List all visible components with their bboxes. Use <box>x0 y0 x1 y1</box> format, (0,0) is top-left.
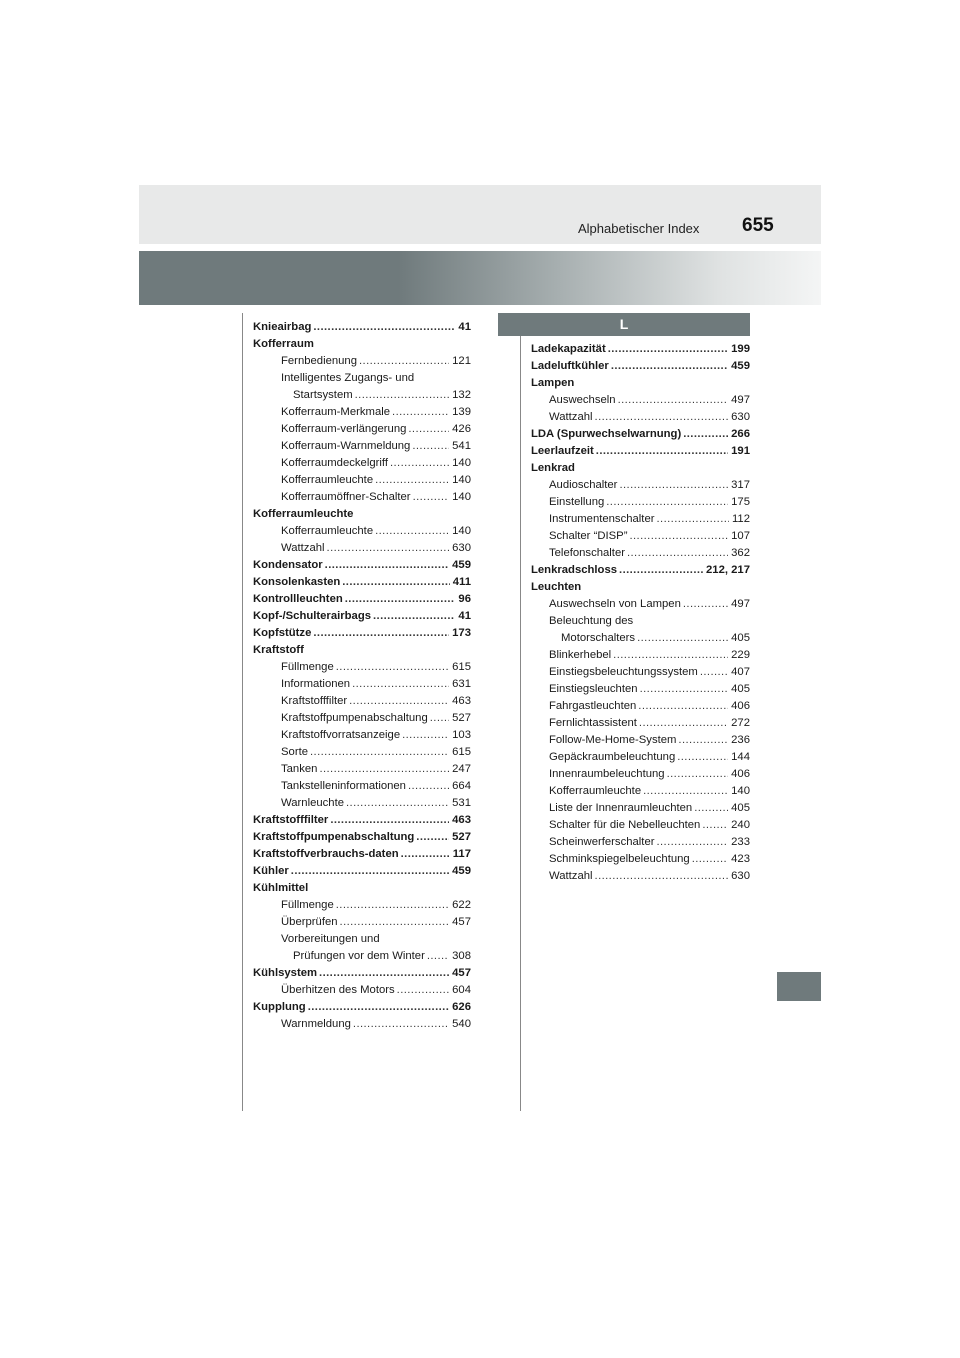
entry-label: Überhitzen des Motors <box>281 984 395 996</box>
leader-dots <box>392 404 449 421</box>
index-entry <box>531 375 750 392</box>
leader-dots <box>638 698 728 715</box>
entry-page-number: 140 <box>452 474 471 486</box>
index-entry <box>253 591 471 608</box>
index-entry <box>531 358 750 375</box>
index-subentry <box>253 404 471 421</box>
leader-dots <box>629 528 728 545</box>
entry-label: Kopf-/Schulterairbags <box>253 610 372 622</box>
index-entry <box>253 965 471 982</box>
index-subentry <box>253 710 471 727</box>
entry-label: Lenkrad <box>531 462 575 474</box>
entry-page-number: 362 <box>731 547 750 559</box>
leader-dots <box>408 778 449 795</box>
entry-page-number: 233 <box>731 836 750 848</box>
index-subentry <box>253 727 471 744</box>
entry-label: Startsystem <box>293 389 353 401</box>
index-subentry <box>253 353 471 370</box>
entry-label: Kofferraum <box>253 338 314 350</box>
index-subentry <box>531 749 750 766</box>
leader-dots <box>349 693 449 710</box>
entry-page-number: 140 <box>731 785 750 797</box>
entry-label: Follow-Me-Home-System <box>549 734 677 746</box>
index-subentry <box>531 868 750 885</box>
entry-label: Kraftstofffilter <box>281 695 348 707</box>
entry-label: Kofferraumleuchte <box>281 525 374 537</box>
leader-dots <box>375 523 449 540</box>
entry-label: Ladeluftkühler <box>531 360 609 372</box>
leader-dots <box>355 387 450 404</box>
index-entry <box>253 999 471 1016</box>
entry-page-number: 140 <box>452 491 471 503</box>
entry-label: Intelligentes Zugangs- und <box>281 372 415 384</box>
entry-label: Instrumentenschalter <box>549 513 655 525</box>
leader-dots <box>678 732 728 749</box>
entry-label: Sorte <box>281 746 309 758</box>
entry-label: Kraftstoff <box>253 644 304 656</box>
entry-label: Kraftstofffilter <box>253 814 329 826</box>
entry-page-number: 463 <box>452 695 471 707</box>
entry-page-number: 540 <box>452 1018 471 1030</box>
entry-label: Kühlmittel <box>253 882 309 894</box>
entry-page-number: 229 <box>731 649 750 661</box>
entry-page-number: 272 <box>731 717 750 729</box>
entry-page-number: 240 <box>731 819 750 831</box>
entry-page-number: 426 <box>452 423 471 435</box>
entry-label: Warnleuchte <box>281 797 344 809</box>
entry-page-number: 121 <box>452 355 471 367</box>
leader-dots <box>319 965 449 982</box>
index-entry <box>253 319 471 336</box>
leader-dots <box>596 443 728 460</box>
entry-page-number: 405 <box>731 683 750 695</box>
entry-label: Überprüfen <box>281 916 338 928</box>
entry-page-number: 112 <box>731 513 750 525</box>
entry-label: Kraftstoffvorratsanzeige <box>281 729 401 741</box>
entry-label: Vorbereitungen und <box>281 933 380 945</box>
entry-label: Tanken <box>281 763 318 775</box>
leader-dots <box>656 834 728 851</box>
entry-label: Füllmenge <box>281 661 334 673</box>
index-entry <box>531 579 750 596</box>
entry-label: Kühlsystem <box>253 967 318 979</box>
leader-dots <box>340 914 450 931</box>
leader-dots <box>413 489 450 506</box>
index-subentry <box>531 494 750 511</box>
leader-dots <box>702 817 728 834</box>
entry-page-number: 527 <box>452 831 471 843</box>
leader-dots <box>402 727 449 744</box>
leader-dots <box>619 562 703 579</box>
index-subentry <box>531 698 750 715</box>
leader-dots <box>308 999 449 1016</box>
index-subentry <box>253 387 471 404</box>
entry-label: LDA (Spurwechselwarnung) <box>531 428 682 440</box>
entry-label: Audioschalter <box>549 479 618 491</box>
index-subentry <box>253 421 471 438</box>
leader-dots <box>677 749 728 766</box>
index-entry <box>531 562 750 579</box>
leader-dots <box>643 783 728 800</box>
entry-page-number: 103 <box>452 729 471 741</box>
entry-page-number: 615 <box>452 661 471 673</box>
entry-label: Wattzahl <box>549 411 593 423</box>
leader-dots <box>401 846 450 863</box>
entry-label: Blinkerhebel <box>549 649 612 661</box>
leader-dots <box>325 557 449 574</box>
entry-label: Kofferraumdeckelgriff <box>281 457 388 469</box>
entry-page-number: 527 <box>452 712 471 724</box>
index-entry <box>253 336 471 353</box>
index-subentry <box>531 528 750 545</box>
entry-label: Leuchten <box>531 581 582 593</box>
leader-dots <box>291 863 449 880</box>
leader-dots <box>700 664 728 681</box>
leader-dots <box>336 659 449 676</box>
index-subentry <box>531 834 750 851</box>
leader-dots <box>637 630 728 647</box>
index-subentry <box>531 851 750 868</box>
index-subentry <box>531 647 750 664</box>
entry-label: Ladekapazität <box>531 343 606 355</box>
entry-page-number: 497 <box>731 394 750 406</box>
entry-page-number: 117 <box>452 848 471 860</box>
entry-label: Tankstelleninformationen <box>281 780 406 792</box>
index-subentry <box>253 693 471 710</box>
entry-page-number: 497 <box>731 598 750 610</box>
entry-label: Einstiegsbeleuchtungssystem <box>549 666 698 678</box>
leader-dots <box>330 812 449 829</box>
entry-label: Prüfungen vor dem Winter <box>293 950 425 962</box>
entry-label: Einstellung <box>549 496 605 508</box>
entry-page-number: 140 <box>452 525 471 537</box>
leader-dots <box>313 625 449 642</box>
leader-dots <box>639 715 728 732</box>
index-entry <box>253 880 471 897</box>
entry-label: Kofferraum-Merkmale <box>281 406 391 418</box>
entry-label: Kofferraumleuchte <box>253 508 354 520</box>
leader-dots <box>416 829 449 846</box>
leader-dots <box>319 761 449 778</box>
entry-label: Kofferraumleuchte <box>281 474 374 486</box>
leader-dots <box>353 1016 449 1033</box>
index-subentry <box>531 732 750 749</box>
leader-dots <box>390 455 449 472</box>
entry-label: Schalter für die Nebelleuchten <box>549 819 701 831</box>
index-entry <box>253 608 471 625</box>
entry-label: Fernlichtassistent <box>549 717 637 729</box>
entry-label: Kupplung <box>253 1001 306 1013</box>
leader-dots <box>408 421 449 438</box>
entry-page-number: 604 <box>452 984 471 996</box>
entry-label: Wattzahl <box>281 542 325 554</box>
page-number: 655 <box>742 215 774 236</box>
entry-label: Füllmenge <box>281 899 334 911</box>
index-subentry <box>531 409 750 426</box>
index-subentry <box>531 664 750 681</box>
entry-page-number: 41 <box>458 321 471 333</box>
leader-dots <box>683 596 728 613</box>
index-column-left <box>253 319 471 1033</box>
leader-dots <box>373 608 455 625</box>
leader-dots <box>606 494 728 511</box>
entry-page-number: 199 <box>731 343 750 355</box>
entry-label: Liste der Innenraumleuchten <box>549 802 693 814</box>
entry-page-number: 459 <box>452 865 471 877</box>
entry-page-number: 407 <box>731 666 750 678</box>
index-subentry <box>531 766 750 783</box>
index-subentry <box>253 982 471 999</box>
entry-label: Innenraumbeleuchtung <box>549 768 665 780</box>
index-entry <box>531 341 750 358</box>
entry-label: Kraftstoffpumpenabschaltung <box>281 712 428 724</box>
entry-label: Auswechseln von Lampen <box>549 598 681 610</box>
entry-label: Konsolenkasten <box>253 576 341 588</box>
index-subentry <box>531 817 750 834</box>
leader-dots <box>611 358 728 375</box>
index-subentry <box>253 523 471 540</box>
entry-label: Gepäckraumbeleuchtung <box>549 751 676 763</box>
entry-page-number: 266 <box>731 428 750 440</box>
index-subentry <box>253 370 471 387</box>
entry-label: Einstiegsleuchten <box>549 683 638 695</box>
index-entry <box>253 574 471 591</box>
entry-page-number: 411 <box>452 576 471 588</box>
index-entry <box>253 506 471 523</box>
section-title: Alphabetischer Index <box>578 221 700 236</box>
leader-dots <box>667 766 729 783</box>
leader-dots <box>359 353 449 370</box>
entry-page-number: 175 <box>731 496 750 508</box>
leader-dots <box>310 744 449 761</box>
leader-dots <box>692 851 728 868</box>
index-subentry <box>253 540 471 557</box>
entry-page-number: 317 <box>731 479 750 491</box>
index-entry <box>531 443 750 460</box>
entry-page-number: 541 <box>452 440 471 452</box>
index-subentry <box>253 795 471 812</box>
entry-label: Kopfstütze <box>253 627 312 639</box>
entry-label: Lampen <box>531 377 575 389</box>
index-entry <box>253 557 471 574</box>
leader-dots <box>627 545 728 562</box>
index-entry <box>253 863 471 880</box>
entry-page-number: 457 <box>452 967 471 979</box>
entry-label: Informationen <box>281 678 351 690</box>
index-subentry <box>253 676 471 693</box>
index-subentry <box>253 778 471 795</box>
index-entry <box>531 426 750 443</box>
index-entry <box>253 642 471 659</box>
index-entry <box>253 625 471 642</box>
index-subentry <box>531 511 750 528</box>
index-subentry <box>253 438 471 455</box>
entry-label: Fahrgastleuchten <box>549 700 637 712</box>
right-column-rule <box>520 336 521 1111</box>
entry-page-number: 247 <box>452 763 471 775</box>
index-subentry <box>253 1016 471 1033</box>
index-subentry <box>253 897 471 914</box>
leader-dots <box>595 409 729 426</box>
index-subentry <box>531 783 750 800</box>
index-subentry <box>531 800 750 817</box>
leader-dots <box>412 438 449 455</box>
entry-page-number: 423 <box>731 853 750 865</box>
entry-page-number: 457 <box>452 916 471 928</box>
entry-label: Kofferraum-Warnmeldung <box>281 440 411 452</box>
index-column-right <box>531 341 750 885</box>
entry-label: Telefonschalter <box>549 547 625 559</box>
entry-label: Motorschalters <box>561 632 636 644</box>
index-subentry <box>253 455 471 472</box>
index-subentry <box>531 681 750 698</box>
entry-page-number: 405 <box>731 632 750 644</box>
entry-label: Kofferraumleuchte <box>549 785 642 797</box>
entry-label: Kofferraum-verlängerung <box>281 423 407 435</box>
entry-page-number: 96 <box>458 593 471 605</box>
leader-dots <box>430 710 449 727</box>
entry-label: Schminkspiegelbeleuchtung <box>549 853 690 865</box>
leader-dots <box>352 676 449 693</box>
index-subentry <box>531 630 750 647</box>
index-subentry <box>253 761 471 778</box>
index-entry <box>253 829 471 846</box>
entry-page-number: 139 <box>452 406 471 418</box>
header-band <box>139 185 821 244</box>
index-subentry <box>253 914 471 931</box>
index-subentry <box>253 948 471 965</box>
leader-dots <box>427 948 449 965</box>
entry-page-number: 406 <box>731 700 750 712</box>
index-subentry <box>531 715 750 732</box>
leader-dots <box>618 392 729 409</box>
entry-page-number: 615 <box>452 746 471 758</box>
entry-page-number: 631 <box>452 678 471 690</box>
entry-page-number: 531 <box>452 797 471 809</box>
entry-page-number: 212, 217 <box>706 564 750 576</box>
entry-page-number: 622 <box>452 899 471 911</box>
entry-page-number: 406 <box>731 768 750 780</box>
entry-page-number: 459 <box>452 559 471 571</box>
index-subentry <box>253 744 471 761</box>
index-subentry <box>531 613 750 630</box>
entry-label: Kontrollleuchten <box>253 593 343 605</box>
entry-page-number: 132 <box>452 389 471 401</box>
leader-dots <box>619 477 728 494</box>
leader-dots <box>683 426 728 443</box>
leader-dots <box>694 800 728 817</box>
leader-dots <box>608 341 728 358</box>
leader-dots <box>336 897 449 914</box>
entry-label: Warnmeldung <box>281 1018 351 1030</box>
entry-page-number: 308 <box>452 950 471 962</box>
leader-dots <box>346 795 449 812</box>
entry-page-number: 630 <box>452 542 471 554</box>
entry-label: Kofferraumöffner-Schalter <box>281 491 411 503</box>
index-subentry <box>253 489 471 506</box>
entry-page-number: 630 <box>731 411 750 423</box>
left-column-rule <box>242 313 243 1111</box>
entry-label: Beleuchtung des <box>549 615 634 627</box>
leader-dots <box>327 540 450 557</box>
index-subentry <box>531 545 750 562</box>
entry-page-number: 463 <box>452 814 471 826</box>
leader-dots <box>613 647 728 664</box>
entry-label: Wattzahl <box>549 870 593 882</box>
leader-dots <box>397 982 449 999</box>
index-subentry <box>253 659 471 676</box>
entry-label: Kondensator <box>253 559 323 571</box>
entry-page-number: 140 <box>452 457 471 469</box>
entry-page-number: 107 <box>731 530 750 542</box>
index-entry <box>253 812 471 829</box>
entry-page-number: 236 <box>731 734 750 746</box>
entry-page-number: 173 <box>452 627 471 639</box>
index-subentry <box>253 931 471 948</box>
entry-label: Kühler <box>253 865 289 877</box>
entry-page-number: 191 <box>731 445 750 457</box>
entry-page-number: 459 <box>731 360 750 372</box>
entry-page-number: 41 <box>458 610 471 622</box>
entry-label: Auswechseln <box>549 394 616 406</box>
entry-page-number: 144 <box>731 751 750 763</box>
entry-label: Schalter “DISP” <box>549 530 628 542</box>
entry-page-number: 626 <box>452 1001 471 1013</box>
index-subentry <box>531 477 750 494</box>
leader-dots <box>595 868 729 885</box>
thumb-index-tab <box>777 972 821 1001</box>
index-subentry <box>531 392 750 409</box>
leader-dots <box>375 472 449 489</box>
leader-dots <box>640 681 729 698</box>
leader-dots <box>657 511 729 528</box>
decorative-gradient-band <box>139 251 821 305</box>
entry-label: Leerlaufzeit <box>531 445 594 457</box>
letter-heading-l: L <box>498 313 750 336</box>
index-entry <box>531 460 750 477</box>
entry-label: Kraftstoffverbrauchs-daten <box>253 848 399 860</box>
entry-label: Scheinwerferschalter <box>549 836 655 848</box>
entry-label: Lenkradschloss <box>531 564 618 576</box>
index-subentry <box>253 472 471 489</box>
leader-dots <box>313 319 455 336</box>
entry-label: Fernbedienung <box>281 355 358 367</box>
entry-label: Knieairbag <box>253 321 312 333</box>
leader-dots <box>345 591 456 608</box>
index-entry <box>253 846 471 863</box>
entry-label: Kraftstoffpumpenabschaltung <box>253 831 415 843</box>
entry-page-number: 664 <box>452 780 471 792</box>
entry-page-number: 630 <box>731 870 750 882</box>
index-subentry <box>531 596 750 613</box>
leader-dots <box>342 574 450 591</box>
entry-page-number: 405 <box>731 802 750 814</box>
